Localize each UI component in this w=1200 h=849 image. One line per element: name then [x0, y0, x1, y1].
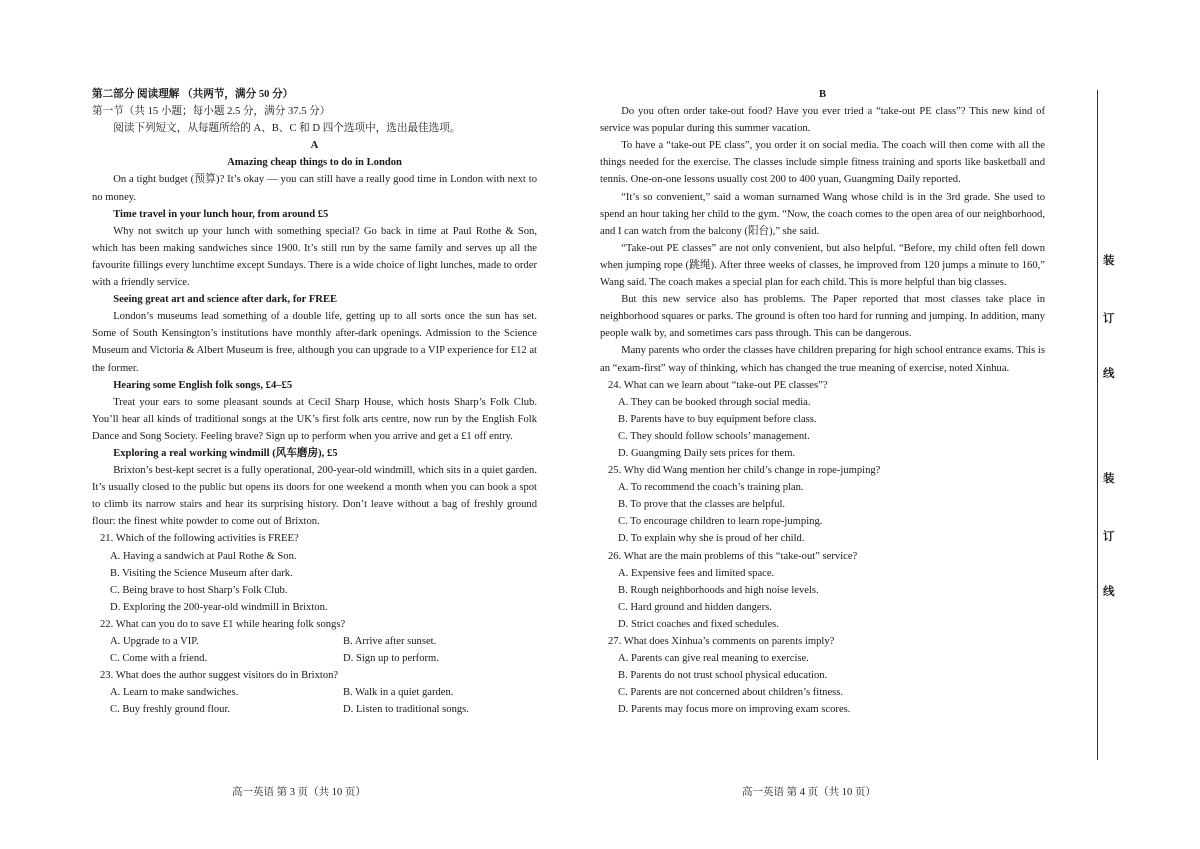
passage-letter-b: B	[818, 89, 827, 100]
q22-options-row-2	[92, 650, 537, 667]
subheading-museums: Seeing great art and science after dark, for FREE	[113, 294, 338, 306]
q23-options-row-1	[92, 684, 537, 701]
subheading-folk: Hearing some English folk songs, £4–£5	[113, 379, 293, 391]
q21-option-d: D. Exploring the 200-year-old windmill in Brixton.	[110, 601, 328, 613]
q21-option-b: B. Visiting the Science Museum after dark.	[110, 567, 293, 579]
paragraph-b1: Do you often order take-out food? Have you ever tried a “take-out PE class”? This new kind of service was popular during this summer vacation.	[600, 106, 1045, 135]
q21-option-a: A. Having a sandwich at Paul Rothe & Son.	[110, 550, 297, 562]
paragraph-folk: Treat your ears to some pleasant sounds at Cecil Sharp House, which hosts Sharp’s Folk Club. You’ll hear all kinds of traditional songs at the UK’s first folk arts centre, now run by the English Folk Dance and Song Society. Feeling brave? Sign up to perform when you arrive and get a £1 off entry.	[92, 396, 537, 442]
binding-char-6: 线	[1103, 586, 1115, 598]
instruction: 阅读下列短文，从每题所给的 A、B、C 和 D 四个选项中，选出最佳选项。	[113, 123, 461, 135]
q24-option-a: A. They can be booked through social media.	[618, 396, 811, 408]
paragraph-b6: Many parents who order the classes have children preparing for high school entrance exams. This is an “exam-first” way of thinking, which has changed the true meaning of exercise, noted Xinhua.	[600, 345, 1045, 374]
paragraph-b2: To have a “take-out PE class”, you order it on social media. The coach will then come with all the things needed for the exercise. The classes include simple fitness training and sports like basketball and tennis. One-on-one lessons usually cost 200 to 400 yuan, Guangming Daily reported.	[600, 140, 1045, 186]
binding-char-4: 装	[1103, 473, 1115, 485]
q22-options-row-1	[92, 633, 537, 650]
q25-option-c: C. To encourage children to learn rope-jumping.	[618, 516, 823, 528]
q27-option-b: B. Parents do not trust school physical education.	[618, 670, 828, 682]
q25-option-d: D. To explain why she is proud of her child.	[618, 533, 805, 545]
question-23: 23. What does the author suggest visitors do in Brixton?	[100, 670, 339, 682]
question-27: 27. What does Xinhua’s comments on parents imply?	[608, 636, 835, 647]
paragraph-b5: But this new service also has problems. The Paper reported that most classes take place in neighborhood squares or parks. The ground is often too hard for running and jumping. In addition, many people walk by, and sometimes cars pass through. This can be dangerous.	[600, 294, 1045, 340]
intro-paragraph: On a tight budget (预算)? It’s okay — you can still have a really good time in London with next to no money.	[92, 174, 537, 203]
q22-option-d: D. Sign up to perform.	[343, 653, 439, 665]
q26-option-a: A. Expensive fees and limited space.	[618, 567, 775, 579]
right-page	[600, 86, 1045, 718]
q22-option-c: C. Come with a friend.	[110, 653, 208, 665]
binding-char-1: 装	[1103, 255, 1115, 267]
passage-letter-a: A	[310, 140, 319, 152]
q27-option-c: C. Parents are not concerned about children’s fitness.	[618, 687, 844, 699]
q24-option-c: C. They should follow schools’ management.	[618, 430, 810, 442]
q26-option-b: B. Rough neighborhoods and high noise levels.	[618, 584, 819, 596]
binding-char-5: 订	[1103, 531, 1115, 543]
q22-option-b: B. Arrive after sunset.	[343, 636, 437, 647]
q21-option-c: C. Being brave to host Sharp’s Folk Club.	[110, 584, 288, 596]
paragraph-b4: “Take-out PE classes” are not only convenient, but also helpful. “Before, my child often fell down when jumping rope (跳绳). After three weeks of classes, he improved from 120 jumps a minute to 160,” Wang said. The coach makes a special plan for each child. This is more helpful than big classes.	[600, 242, 1045, 289]
question-24: 24. What can we learn about “take-out PE classes”?	[608, 379, 828, 391]
footer-page-4: 高一英语 第 4 页（共 10 页）	[742, 787, 876, 798]
q23-option-d: D. Listen to traditional songs.	[343, 704, 469, 716]
binding-margin-line	[1097, 90, 1098, 760]
q25-option-b: B. To prove that the classes are helpful.	[618, 499, 786, 511]
paragraph-b3: “It’s so convenient,” said a woman surnamed Wang whose child is in the 3rd grade. She used to spend an hour taking her child to the gym. “Now, the coach comes to the open area of our neighborhood, and I can watch from the balcony (阳台),” she said.	[600, 191, 1045, 237]
question-22: 22. What can you do to save £1 while hearing folk songs?	[100, 618, 346, 630]
q26-option-d: D. Strict coaches and fixed schedules.	[618, 618, 779, 630]
q23-options-row-2	[92, 701, 537, 718]
q23-option-a: A. Learn to make sandwiches.	[110, 687, 239, 699]
question-26: 26. What are the main problems of this “take-out” service?	[608, 550, 858, 562]
left-page	[92, 86, 537, 718]
question-21: 21. Which of the following activities is FREE?	[100, 533, 299, 545]
q22-option-a: A. Upgrade to a VIP.	[110, 636, 199, 647]
section-title: 第二部分 阅读理解 （共两节，满分 50 分）	[92, 89, 294, 100]
q26-option-c: C. Hard ground and hidden dangers.	[618, 601, 772, 613]
subsection-title: 第一节（共 15 小题；每小题 2.5 分，满分 37.5 分）	[92, 106, 331, 118]
binding-char-2: 订	[1103, 313, 1115, 325]
q24-option-d: D. Guangming Daily sets prices for them.	[618, 447, 796, 459]
passage-title: Amazing cheap things to do in London	[227, 157, 402, 169]
q24-option-b: B. Parents have to buy equipment before class.	[618, 413, 817, 425]
binding-char-3: 线	[1103, 368, 1115, 380]
q27-option-d: D. Parents may focus more on improving exam scores.	[618, 704, 851, 716]
paragraph-lunch: Why not switch up your lunch with something special? Go back in time at Paul Rothe & Son, which has been making sandwiches since 1900. It’s still run by the same family and serves up all the favourite fillings every lunchtime except Sundays. There is a wide choice of light lunches, made to order with a friendly service.	[92, 225, 537, 289]
question-25: 25. Why did Wang mention her child’s change in rope-jumping?	[608, 465, 881, 477]
subheading-windmill: Exploring a real working windmill (风车磨房), £5	[113, 447, 338, 459]
subheading-lunch: Time travel in your lunch hour, from around £5	[113, 208, 329, 220]
footer-page-3: 高一英语 第 3 页（共 10 页）	[232, 787, 366, 798]
q27-option-a: A. Parents can give real meaning to exercise.	[618, 653, 809, 665]
q23-option-b: B. Walk in a quiet garden.	[343, 687, 454, 699]
q25-option-a: A. To recommend the coach’s training plan.	[618, 482, 804, 494]
paragraph-windmill: Brixton’s best-kept secret is a fully operational, 200-year-old windmill, which sits in a quiet garden. It’s usually closed to the public but opens its doors for one weekend a month when you can book a spot to climb its narrow stairs and hear its surprising history. Don’t leave without a bag of freshly ground flour: the finest white powder to come out of Brixton.	[92, 465, 537, 528]
q23-option-c: C. Buy freshly ground flour.	[110, 704, 231, 716]
paragraph-museums: London’s museums lead something of a double life, getting up to all sorts once the sun has set. Some of South Kensington’s institutions have monthly after-dark openings. Admission to the Science Museum and Victoria & Albert Museum is free, although you can upgrade to a VIP experience for £12 at the former.	[92, 311, 537, 374]
